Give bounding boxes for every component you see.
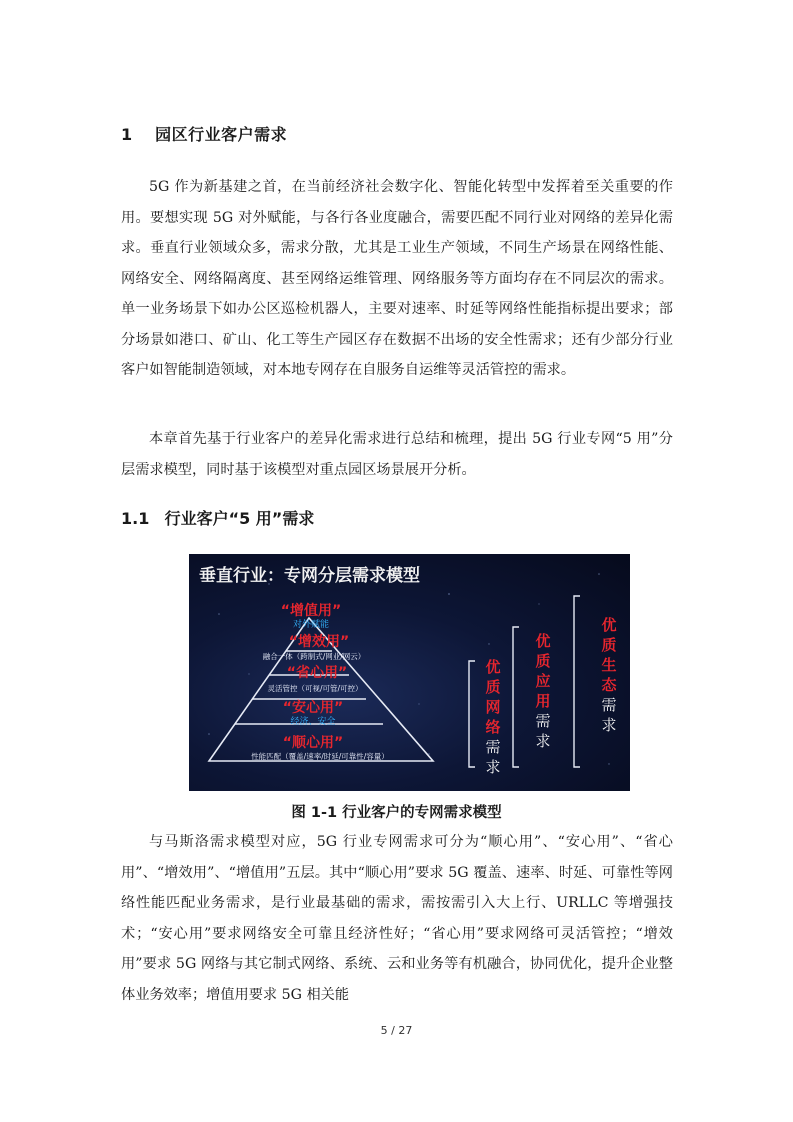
bracket-ecosystem [574, 596, 580, 767]
layer-shunxin-name: “顺心用” [282, 735, 344, 751]
bracket-application-label: 优质应用 [535, 632, 551, 710]
layer-zengxiao-desc: 融合一体（跨制式/网业/网云） [262, 652, 366, 661]
bracket-ecosystem-label: 优质生态 [601, 616, 617, 694]
paragraph-intro: 5G 作为新基建之首，在当前经济社会数字化、智能化转型中发挥着至关重要的作用。要想实现 5G 对外赋能，与各行各业度融合，需要匹配不同行业对网络的差异化需求。垂直行业领域众多，需求分散，尤其是工业生产领域，不同生产场景在网络性能、网络安全、网络隔离度、甚至网络运维管理、网络服务等方面均存在不同层次的需求。单一业务场景下如办公区巡检机器人，主要对速率、时延等网络性能指标提出要求；部分场景如港口、矿山、化工等生产园区存在数据不出场的安全性需求；还有少部分行业客户如智能制造领域，对本地专网存在自服务自运维等灵活管控的需求。 [121, 179, 673, 378]
layer-zengzhi-desc: 对外赋能 [292, 620, 330, 630]
paragraph-maslow-mapping: 与马斯洛需求模型对应，5G 行业专网需求可分为“顺心用”、“安心用”、“省心用”、“增效用”、“增值用”五层。其中“顺心用”要求 5G 覆盖、速率、时延、可靠性等网络性能匹配业务需求，是行业最基础的需求，需按需引入大上行、URLLC 等增强技术；“安心用”要求网络安全可靠且经济性好；“省心用”要求网络可灵活管控；“增效用”要求 5G 网络与其它制式网络、系统、云和业务等有机融合，协同优化，提升企业整体业务效率；增值用要求 5G 相关能 [121, 834, 673, 1003]
bracket-application-need: 需求 [535, 712, 551, 750]
layer-zengzhi-name: “增值用” [280, 603, 342, 619]
layer-anxin-desc: 经济、安全 [290, 717, 336, 727]
subsection-number: 1.1 [121, 509, 150, 528]
layer-shengxin-desc: 灵活管控（可视/可管/可控） [267, 684, 363, 693]
section-number: 1 [121, 125, 133, 144]
bracket-network-label: 优质网络 [485, 658, 501, 736]
bracket-network-need: 需求 [485, 738, 501, 776]
layer-anxin-name: “安心用” [282, 700, 344, 716]
subsection-title: 行业客户“5 用”需求 [164, 509, 315, 528]
section-heading [121, 122, 287, 145]
subsection-heading [121, 506, 314, 529]
figure-title: 垂直行业：专网分层需求模型 [199, 566, 420, 586]
layer-shunxin-desc: 性能匹配（覆盖/速率/时延/可靠性/容量） [251, 752, 389, 761]
pyramid-diagram [189, 554, 630, 791]
layer-shengxin-name: “省心用” [286, 665, 348, 681]
bracket-network [469, 661, 475, 767]
section-title: 园区行业客户需求 [155, 125, 288, 144]
layer-zengxiao-name: “增效用” [288, 634, 350, 650]
bracket-application [513, 627, 519, 767]
demand-model-figure [189, 554, 630, 791]
bracket-ecosystem-need: 需求 [601, 696, 617, 734]
figure-caption: 图 1-1 行业客户的专网需求模型 [291, 805, 502, 821]
paragraph-chapter-overview: 本章首先基于行业客户的差异化需求进行总结和梳理，提出 5G 行业专网“5 用”分层需求模型，同时基于该模型对重点园区场景展开分析。 [121, 431, 673, 478]
page-number: 5 / 27 [380, 1024, 413, 1037]
